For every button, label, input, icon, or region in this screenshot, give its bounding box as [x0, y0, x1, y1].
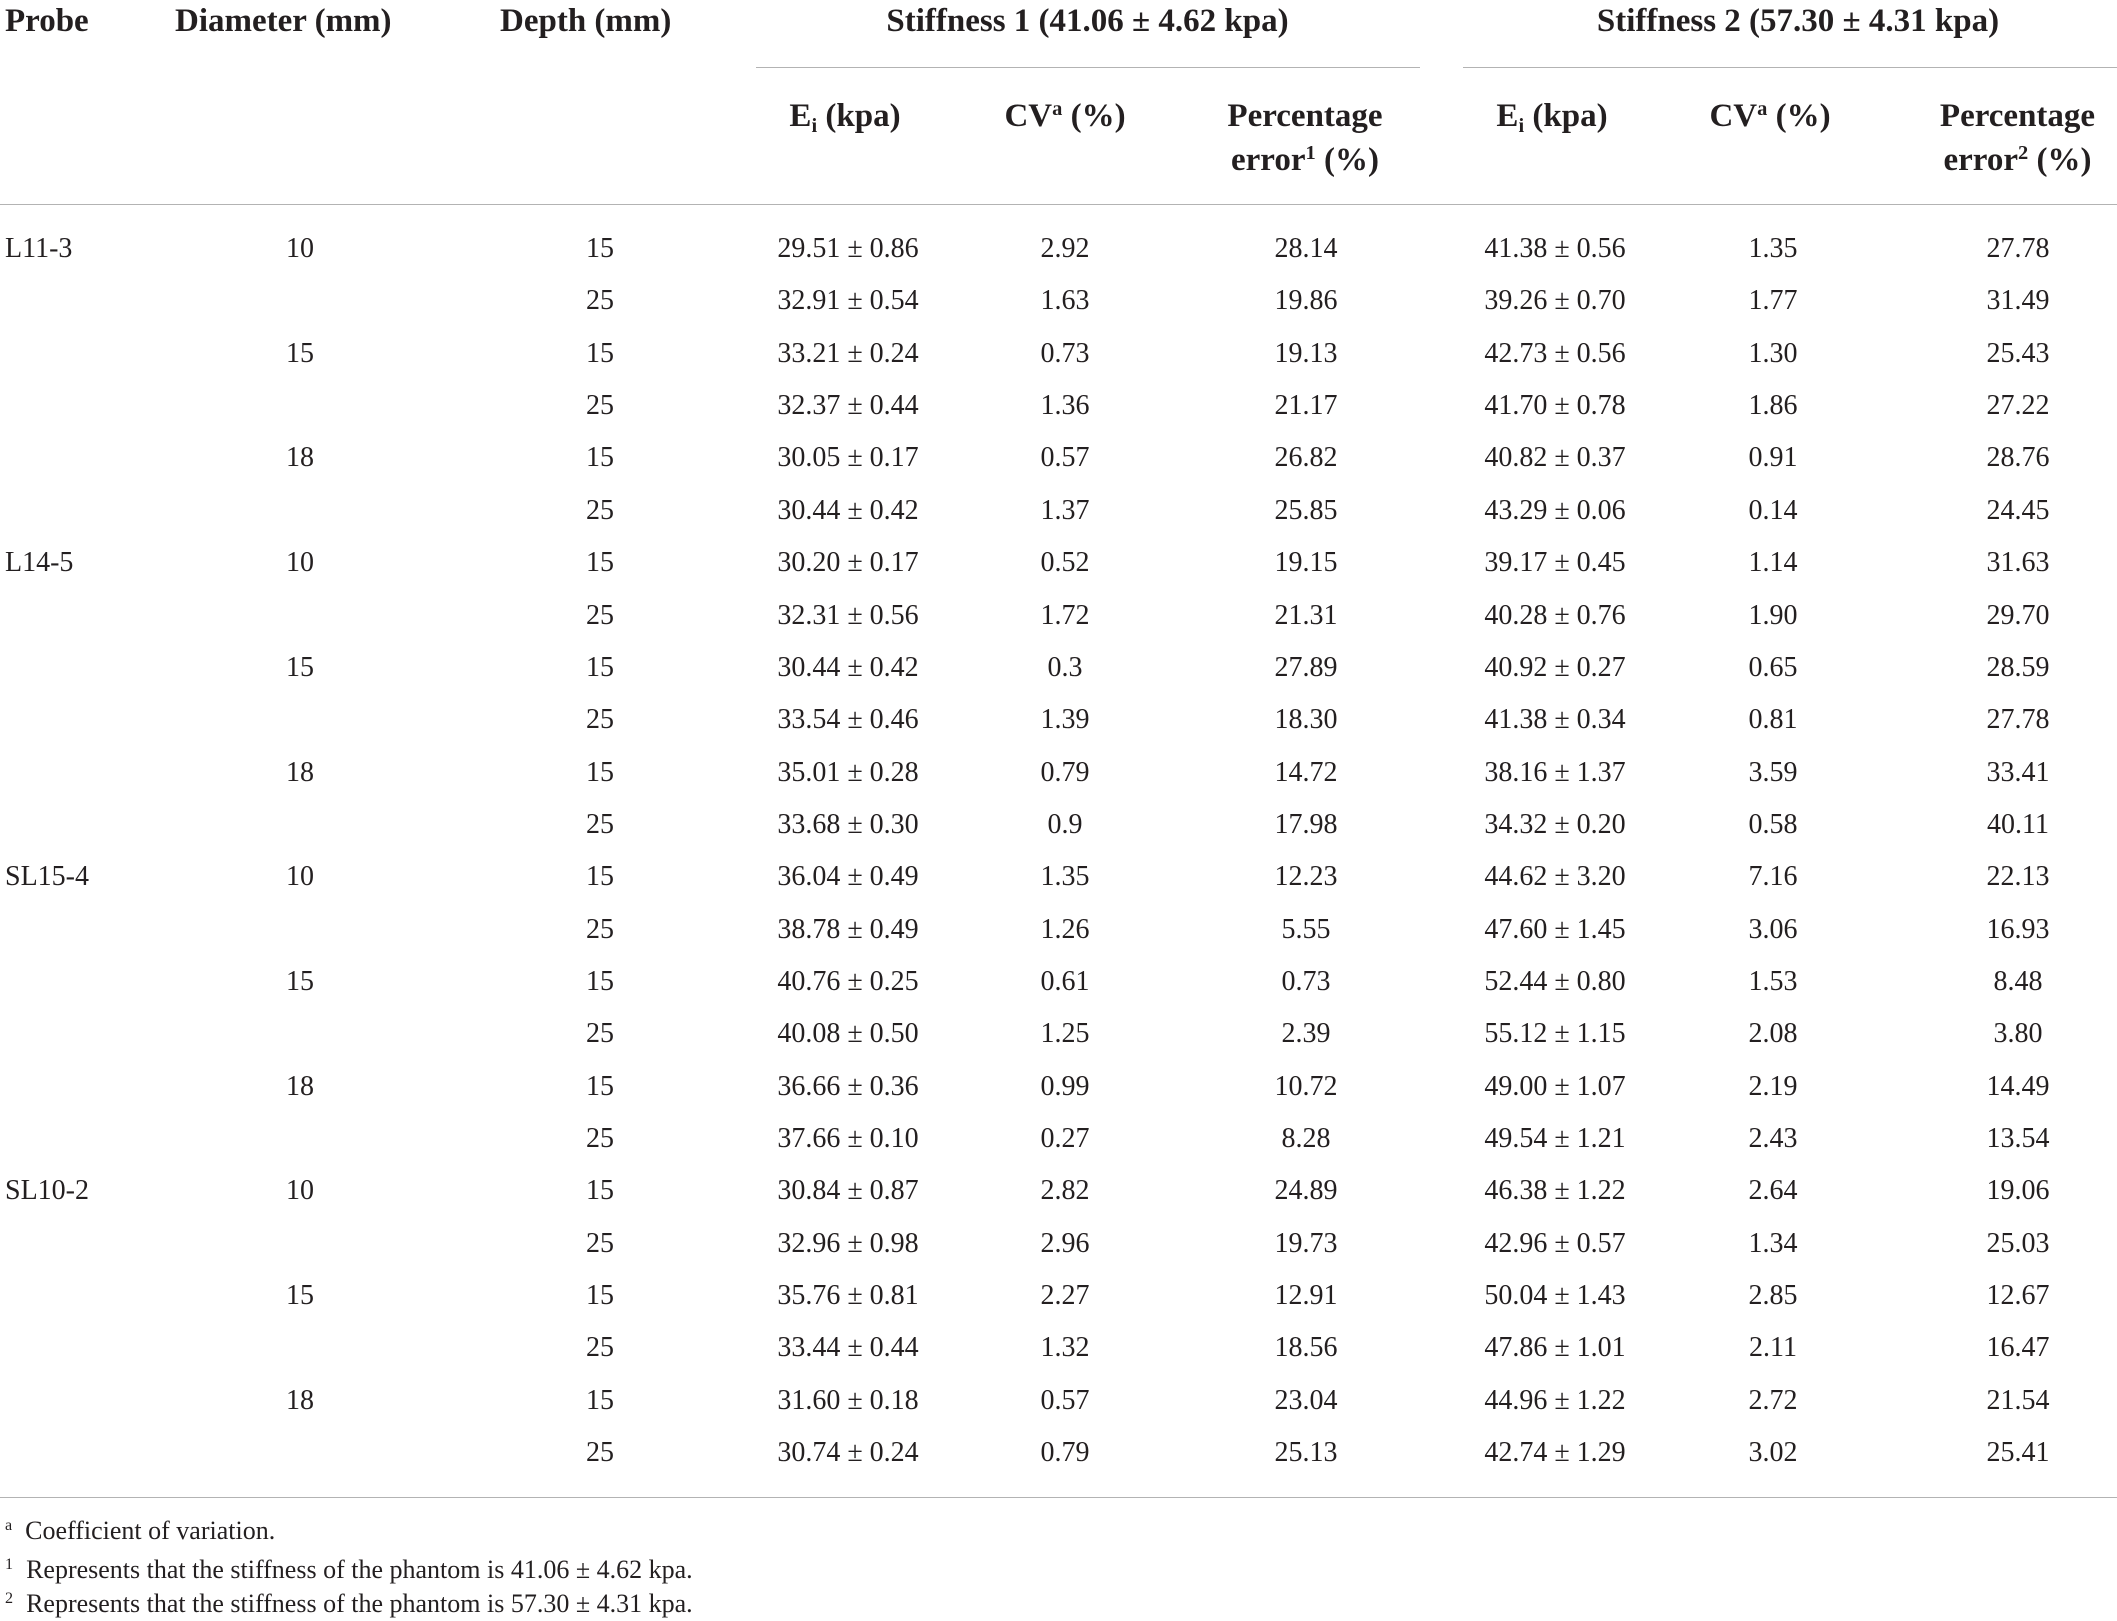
cell-depth: 15	[586, 337, 614, 369]
cell-ei1: 30.44 ± 0.42	[777, 494, 919, 526]
cell-ei2: 50.04 ± 1.43	[1484, 1280, 1626, 1311]
cell-pe2: 40.11	[1987, 808, 2049, 840]
cell-pe2: 29.70	[1986, 599, 2050, 631]
footnote-1: $^1$ Represents that the stiffness of the phantom is 41.06 ± 4.62 kpa.	[5, 1555, 693, 1584]
cell-ei1: 40.76 ± 0.25	[777, 965, 919, 997]
cell-ei1: 32.37 ± 0.44	[777, 390, 919, 422]
footnote-2: $^2$ Represents that the stiffness of the phantom is 57.30 ± 4.31 kpa.	[5, 1589, 693, 1618]
cell-ei1: 33.68 ± 0.30	[777, 808, 919, 840]
cell-depth: 15	[586, 1070, 614, 1102]
cell-cv2: 1.90	[1748, 599, 1798, 631]
header-diameter: Diameter (mm)	[175, 3, 392, 39]
cell-pe1: 5.55	[1281, 913, 1331, 945]
cell-diameter: 18	[286, 1384, 314, 1416]
cell-depth: 15	[586, 756, 614, 788]
cell-depth: 15	[586, 1175, 614, 1207]
cell-probe: SL15-4	[5, 861, 89, 893]
header-percentage-error-1: Percentage error$^1$ (%)	[1227, 98, 1383, 178]
cell-probe: SL10-2	[5, 1175, 89, 1207]
cell-ei2: 42.96 ± 0.57	[1484, 1227, 1626, 1259]
cell-cv2: 1.77	[1748, 285, 1798, 317]
header-stiffness-2: Stiffness 2 (57.30 ± 4.31 kpa)	[1596, 3, 2000, 39]
cell-pe2: 19.06	[1986, 1175, 2050, 1207]
cell-ei1: 33.54 ± 0.46	[777, 704, 919, 736]
cell-depth: 15	[586, 1384, 614, 1416]
cell-cv1: 0.79	[1040, 756, 1090, 788]
cell-cv2: 7.16	[1748, 861, 1798, 893]
cell-ei2: 39.17 ± 0.45	[1484, 547, 1626, 579]
cell-cv2: 2.08	[1748, 1018, 1798, 1050]
cell-ei2: 55.12 ± 1.15	[1484, 1018, 1626, 1050]
cell-diameter: 10	[286, 1175, 314, 1207]
cell-cv2: 2.72	[1748, 1384, 1798, 1416]
cell-depth: 25	[586, 494, 614, 526]
cell-ei2: 40.82 ± 0.37	[1484, 442, 1626, 474]
cell-pe2: 28.59	[1986, 651, 2050, 683]
cell-pe2: 12.67	[1986, 1280, 2050, 1311]
cell-ei2: 38.16 ± 1.37	[1484, 756, 1626, 788]
cell-pe1: 2.39	[1281, 1018, 1331, 1050]
cell-pe1: 26.82	[1274, 442, 1338, 474]
cell-cv1: 1.25	[1040, 1018, 1090, 1050]
cell-cv1: 1.32	[1040, 1332, 1090, 1364]
cell-pe1: 28.14	[1274, 233, 1338, 264]
header-bottom-rule	[0, 204, 2117, 205]
cell-pe2: 25.03	[1986, 1227, 2050, 1259]
cell-ei1: 32.96 ± 0.98	[777, 1227, 919, 1259]
cell-depth: 15	[586, 547, 614, 579]
cell-ei1: 36.66 ± 0.36	[777, 1070, 919, 1102]
cell-cv1: 0.52	[1040, 547, 1090, 579]
cell-ei2: 40.28 ± 0.76	[1484, 599, 1626, 631]
cell-pe1: 19.15	[1274, 547, 1338, 579]
cell-diameter: 10	[286, 547, 314, 579]
cell-ei2: 46.38 ± 1.22	[1484, 1175, 1626, 1207]
cell-pe1: 19.13	[1274, 337, 1338, 369]
cell-cv1: 0.79	[1040, 1437, 1090, 1468]
cell-cv1: 1.63	[1040, 285, 1090, 317]
cell-depth: 25	[586, 390, 614, 422]
cell-pe1: 24.89	[1274, 1175, 1338, 1207]
cell-pe2: 25.41	[1986, 1437, 2050, 1468]
cell-ei1: 30.44 ± 0.42	[777, 651, 919, 683]
header-probe: Probe	[5, 3, 89, 39]
header-cv-2: $CV^a$ (%)	[1709, 97, 1831, 134]
cell-cv2: 1.34	[1748, 1227, 1798, 1259]
cell-depth: 15	[586, 442, 614, 474]
cell-pe1: 25.13	[1274, 1437, 1338, 1468]
cell-pe2: 33.41	[1986, 756, 2050, 788]
cell-ei2: 49.00 ± 1.07	[1484, 1070, 1626, 1102]
cell-depth: 25	[586, 913, 614, 945]
stiffness-1-rule	[756, 67, 1420, 68]
cell-depth: 25	[586, 1018, 614, 1050]
cell-cv2: 1.30	[1748, 337, 1798, 369]
cell-pe1: 0.73	[1281, 965, 1331, 997]
cell-ei1: 35.01 ± 0.28	[777, 756, 919, 788]
cell-cv2: 3.06	[1748, 913, 1798, 945]
cell-ei1: 30.74 ± 0.24	[777, 1437, 919, 1468]
cell-ei1: 32.31 ± 0.56	[777, 599, 919, 631]
cell-cv2: 0.91	[1748, 442, 1798, 474]
cell-cv2: 3.59	[1748, 756, 1798, 788]
header-depth: Depth (mm)	[500, 3, 672, 39]
cell-ei2: 41.38 ± 0.34	[1484, 704, 1626, 736]
cell-cv1: 1.39	[1040, 704, 1090, 736]
header-stiffness-1: Stiffness 1 (41.06 ± 4.62 kpa)	[886, 3, 1289, 39]
cell-probe: L11-3	[5, 233, 73, 264]
cell-ei1: 33.21 ± 0.24	[777, 337, 919, 369]
cell-ei1: 33.44 ± 0.44	[777, 1332, 919, 1364]
cell-pe2: 27.22	[1986, 390, 2050, 422]
cell-pe1: 17.98	[1274, 808, 1338, 840]
cell-cv1: 0.57	[1040, 442, 1090, 474]
cell-cv2: 2.64	[1748, 1175, 1798, 1207]
cell-ei2: 44.96 ± 1.22	[1484, 1384, 1626, 1416]
cell-ei1: 30.20 ± 0.17	[777, 547, 919, 579]
cell-ei1: 30.84 ± 0.87	[777, 1175, 919, 1207]
cell-pe2: 16.93	[1986, 913, 2050, 945]
cell-ei2: 40.92 ± 0.27	[1484, 651, 1626, 683]
cell-depth: 25	[586, 1437, 614, 1468]
cell-pe2: 24.45	[1986, 494, 2050, 526]
cell-cv2: 0.65	[1748, 651, 1798, 683]
cell-ei1: 38.78 ± 0.49	[777, 913, 919, 945]
cell-pe1: 18.56	[1274, 1332, 1338, 1364]
cell-cv1: 0.9	[1047, 808, 1083, 840]
cell-depth: 15	[586, 861, 614, 893]
cell-pe2: 31.49	[1986, 285, 2050, 317]
stiffness-2-rule	[1463, 67, 2117, 68]
cell-pe1: 8.28	[1281, 1123, 1331, 1154]
cell-pe1: 18.30	[1274, 704, 1338, 736]
cell-ei1: 35.76 ± 0.81	[777, 1280, 919, 1311]
cell-cv2: 1.86	[1748, 390, 1798, 422]
cell-ei2: 49.54 ± 1.21	[1484, 1123, 1626, 1154]
cell-pe2: 25.43	[1986, 337, 2050, 369]
cell-pe1: 12.91	[1274, 1280, 1338, 1311]
cell-ei2: 47.86 ± 1.01	[1484, 1332, 1626, 1364]
cell-cv1: 2.92	[1040, 233, 1090, 264]
cell-pe2: 31.63	[1986, 547, 2050, 579]
cell-cv1: 2.96	[1040, 1227, 1090, 1259]
cell-probe: L14-5	[5, 547, 74, 579]
cell-cv1: 1.35	[1040, 861, 1090, 893]
cell-ei2: 34.32 ± 0.20	[1484, 808, 1626, 840]
cell-cv1: 1.36	[1040, 390, 1090, 422]
cell-diameter: 10	[286, 861, 314, 893]
cell-ei2: 47.60 ± 1.45	[1484, 913, 1626, 945]
cell-diameter: 15	[286, 651, 314, 683]
cell-pe1: 14.72	[1274, 756, 1338, 788]
cell-pe2: 21.54	[1986, 1384, 2050, 1416]
header-ei-2: $E_i$ (kpa)	[1496, 98, 1608, 138]
cell-ei2: 41.38 ± 0.56	[1484, 233, 1626, 264]
cell-pe2: 28.76	[1986, 442, 2050, 474]
cell-diameter: 15	[286, 965, 314, 997]
cell-pe2: 27.78	[1986, 704, 2050, 736]
cell-depth: 15	[586, 651, 614, 683]
cell-diameter: 15	[286, 337, 314, 369]
cell-cv1: 0.99	[1040, 1070, 1090, 1102]
cell-cv2: 1.53	[1748, 965, 1798, 997]
cell-ei1: 36.04 ± 0.49	[777, 861, 919, 893]
cell-depth: 15	[586, 965, 614, 997]
cell-pe2: 3.80	[1993, 1018, 2043, 1050]
cell-diameter: 18	[286, 1070, 314, 1102]
cell-pe1: 23.04	[1274, 1384, 1338, 1416]
cell-depth: 25	[586, 704, 614, 736]
cell-diameter: 18	[286, 442, 314, 474]
cell-diameter: 18	[286, 756, 314, 788]
cell-pe1: 12.23	[1274, 861, 1338, 893]
cell-ei2: 52.44 ± 0.80	[1484, 965, 1626, 997]
header-percentage-error-2: Percentage error$^2$ (%)	[1939, 98, 2096, 178]
cell-cv2: 1.14	[1748, 547, 1798, 579]
cell-pe1: 19.73	[1274, 1227, 1338, 1259]
cell-cv2: 0.14	[1748, 494, 1798, 526]
footnote-a: $^a$ Coefficient of variation.	[5, 1516, 276, 1545]
cell-ei2: 44.62 ± 3.20	[1484, 861, 1626, 893]
cell-pe1: 25.85	[1274, 494, 1338, 526]
cell-ei2: 39.26 ± 0.70	[1484, 285, 1626, 317]
cell-pe2: 22.13	[1986, 861, 2050, 893]
cell-cv1: 1.72	[1040, 599, 1090, 631]
cell-pe1: 27.89	[1274, 651, 1338, 683]
cell-depth: 15	[586, 233, 614, 264]
cell-cv2: 0.81	[1748, 704, 1798, 736]
header-ei-1: $E_i$ (kpa)	[789, 98, 901, 138]
cell-depth: 25	[586, 1227, 614, 1259]
cell-ei2: 43.29 ± 0.06	[1484, 494, 1626, 526]
cell-diameter: 15	[286, 1280, 314, 1311]
cell-cv2: 3.02	[1748, 1437, 1798, 1468]
cell-pe2: 8.48	[1993, 965, 2043, 997]
cell-cv1: 0.61	[1040, 965, 1090, 997]
cell-cv1: 0.27	[1040, 1123, 1090, 1154]
cell-ei2: 42.74 ± 1.29	[1484, 1437, 1626, 1468]
cell-cv2: 2.85	[1748, 1280, 1798, 1311]
cell-pe1: 19.86	[1274, 285, 1338, 317]
cell-cv1: 0.73	[1040, 337, 1090, 369]
cell-ei1: 37.66 ± 0.10	[777, 1123, 919, 1154]
cell-cv2: 2.19	[1748, 1070, 1798, 1102]
cell-depth: 25	[586, 1332, 614, 1364]
cell-cv1: 2.82	[1040, 1175, 1090, 1207]
cell-depth: 25	[586, 285, 614, 317]
cell-cv1: 0.57	[1040, 1384, 1090, 1416]
cell-pe1: 21.31	[1274, 599, 1338, 631]
cell-pe2: 14.49	[1986, 1070, 2050, 1102]
cell-pe1: 21.17	[1274, 390, 1338, 422]
cell-cv2: 2.43	[1748, 1123, 1798, 1154]
cell-cv1: 0.3	[1047, 651, 1083, 683]
cell-pe2: 27.78	[1986, 233, 2050, 264]
cell-cv1: 2.27	[1040, 1280, 1090, 1311]
cell-ei2: 42.73 ± 0.56	[1484, 337, 1626, 369]
cell-cv2: 0.58	[1748, 808, 1798, 840]
cell-pe2: 16.47	[1986, 1332, 2050, 1364]
cell-cv1: 1.26	[1040, 913, 1090, 945]
cell-cv1: 1.37	[1040, 494, 1090, 526]
cell-cv2: 2.11	[1749, 1332, 1797, 1364]
cell-ei1: 32.91 ± 0.54	[777, 285, 919, 317]
cell-depth: 25	[586, 599, 614, 631]
header-cv-1: $CV^a$ (%)	[1004, 97, 1126, 134]
cell-pe2: 13.54	[1986, 1123, 2050, 1154]
cell-ei1: 40.08 ± 0.50	[777, 1018, 919, 1050]
cell-ei2: 41.70 ± 0.78	[1484, 390, 1626, 422]
cell-pe1: 10.72	[1274, 1070, 1338, 1102]
cell-depth: 25	[586, 808, 614, 840]
cell-cv2: 1.35	[1748, 233, 1798, 264]
cell-ei1: 29.51 ± 0.86	[777, 233, 919, 264]
cell-ei1: 31.60 ± 0.18	[777, 1384, 919, 1416]
cell-depth: 15	[586, 1280, 614, 1311]
cell-depth: 25	[586, 1123, 614, 1154]
cell-ei1: 30.05 ± 0.17	[777, 442, 919, 474]
table-bottom-rule	[0, 1497, 2117, 1498]
cell-diameter: 10	[286, 233, 314, 264]
